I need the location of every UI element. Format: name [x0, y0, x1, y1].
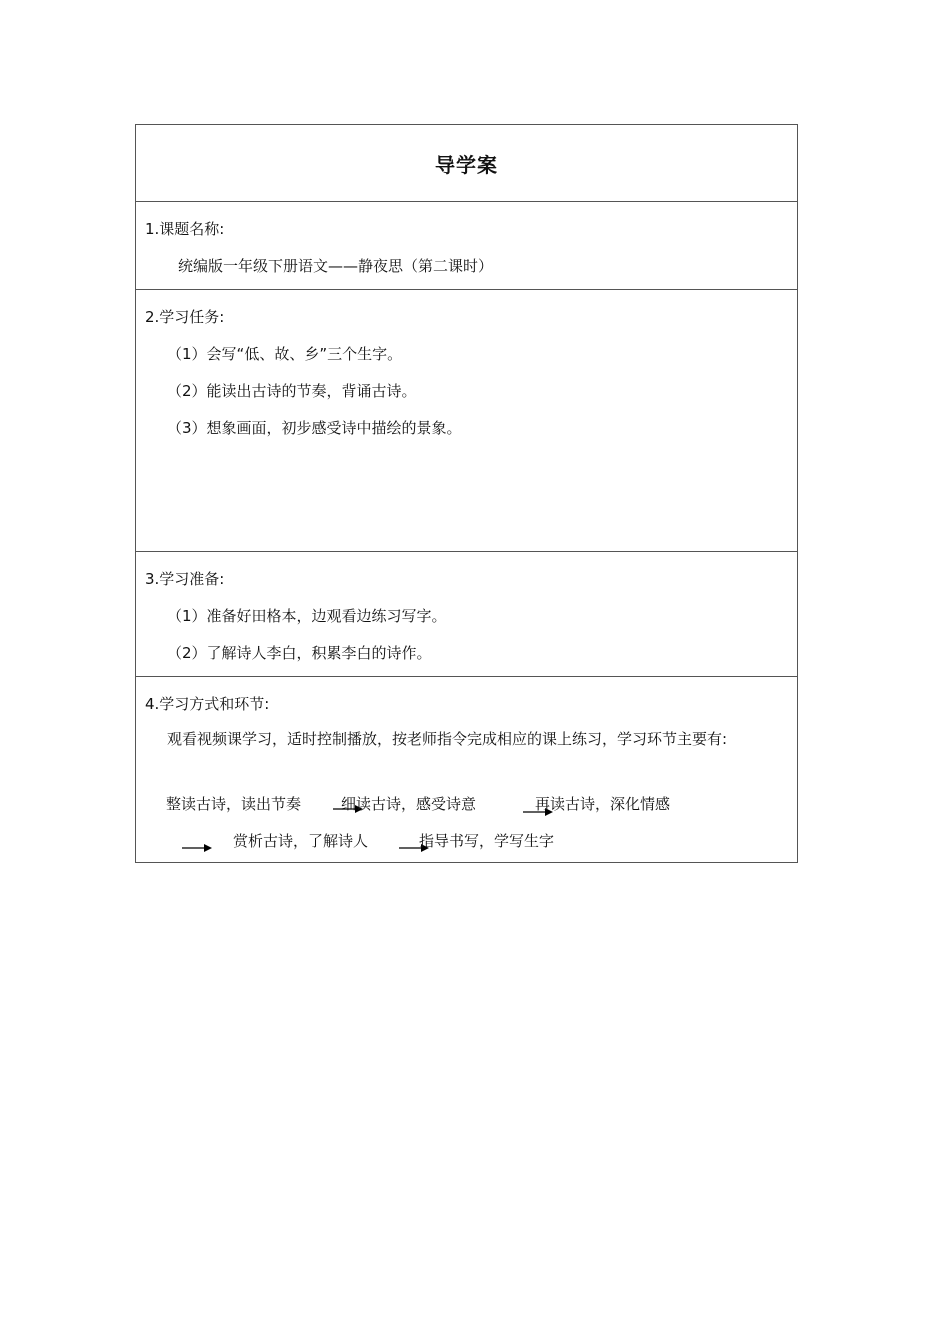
methods-paragraph: 观看视频课学习，适时控制播放，按老师指令完成相应的课上练习，学习环节主要有:: [167, 730, 728, 748]
section-methods: [136, 676, 797, 862]
section-topic: [136, 201, 797, 289]
step-3: 再读古诗，深化情感: [535, 795, 671, 813]
task-item: （2）能读出古诗的节奏，背诵古诗。: [167, 382, 417, 400]
title-row: [136, 125, 797, 201]
task-item: （3）想象画面，初步感受诗中描绘的景象。: [167, 419, 462, 437]
section-tasks: [136, 289, 797, 551]
step-2: 细读古诗，感受诗意: [341, 795, 477, 813]
step-1: 整读古诗，读出节奏: [166, 795, 302, 813]
section-methods-heading: 4.学习方式和环节:: [145, 695, 270, 713]
section-tasks-heading: 2.学习任务:: [145, 308, 225, 326]
section-preparation-heading: 3.学习准备:: [145, 570, 225, 588]
preparation-item: （2）了解诗人李白，积累李白的诗作。: [167, 644, 432, 662]
section-topic-heading: 1.课题名称:: [145, 220, 225, 238]
page-title: 导学案: [435, 152, 498, 177]
task-item: （1）会写“低、故、乡”三个生字。: [167, 345, 403, 363]
step-4: 赏析古诗，了解诗人: [233, 832, 369, 850]
step-5: 指导书写，学写生字: [419, 832, 555, 850]
section-preparation: [136, 551, 797, 676]
arrow-right-icon: [182, 843, 212, 853]
study-guide-table: [135, 124, 798, 863]
topic-content: 统编版一年级下册语文——静夜思（第二课时）: [178, 257, 494, 275]
preparation-item: （1）准备好田格本，边观看边练习写字。: [167, 607, 447, 625]
